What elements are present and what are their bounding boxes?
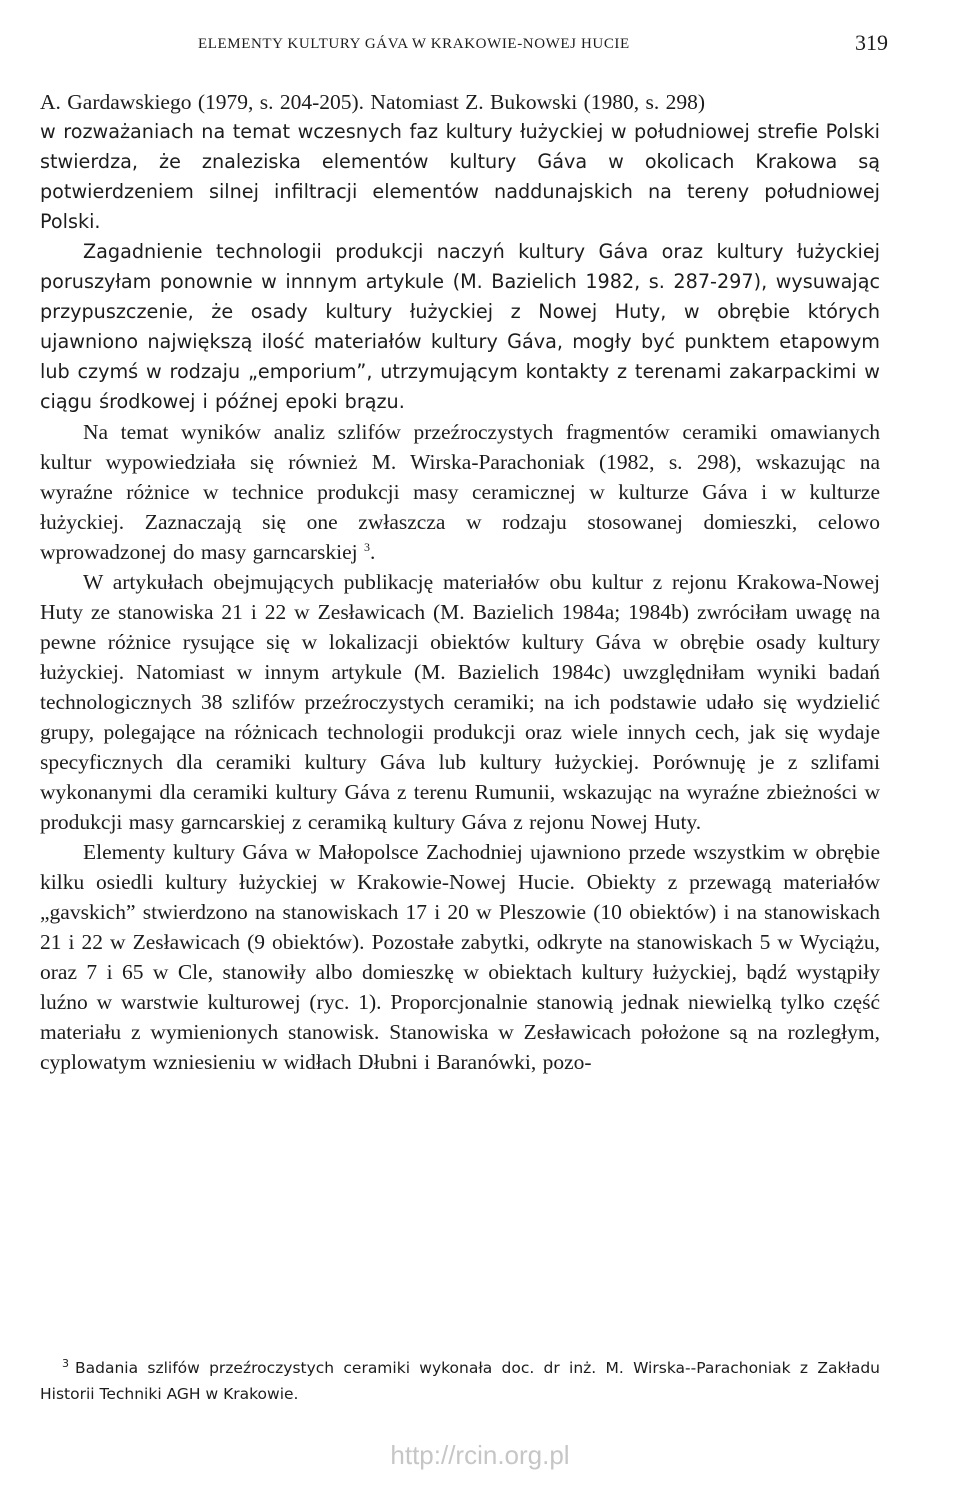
paragraph: W artykułach obejmujących publikację materiałów obu kultur z rejonu Krakowa-Nowej Huty ze stanowiska 21 i 22 w Zesławicach (M. Bazielich 1984a; 1984b) zwróciłam uwagę na pewne różnice rysujące się w lokalizacji obiektów kultury Gáva w obrębie osady kultury łużyckiej. Natomiast w innym artykule (M. Bazielich 1984c) uwzględniłam wyniki badań technologicznych 38 szlifów przeźroczystych ceramiki; na ich podstawie udało się wydzielić grupy, polegające na różnicach technologii produkcji oraz wiele innych cech, jak się wydaje specyficznych dla ceramiki kultury Gáva lub kultury łużyckiej. Porównuję je z szlifami wykonanymi dla ceramiki kultury Gáva z terenu Rumunii, wskazując na wyraźne zbieżności w produkcji masy garncarskiej z ceramiką kultury Gáva z rejonu Nowej Huty.: [40, 570, 880, 834]
paragraph: Zagadnienie technologii produkcji naczyń kultury Gáva oraz kultury łużyckiej poruszyłam ponownie w innnym artykule (M. Bazielich 1982, s. 287-297), wysuwając przypuszczenie, że osady kultury łużyckiej z Nowej Huty, w obrębie których ujawniono największą ilość materiałów kultury Gáva, mogły być punktem etapowym lub czymś w rodzaju „emporium”, utrzymującym kontakty z terenami zakarpackimi w ciągu środkowej i późnej epoki brązu.: [40, 240, 880, 413]
paragraph-continuation: A. Gardawskiego (1979, s. 204-205). Natomiast Z. Bukowski (1980, s. 298): [40, 90, 706, 114]
running-title: ELEMENTY KULTURY GÁVA W KRAKOWIE-NOWEJ HUCIE: [198, 36, 630, 52]
paragraph-text: Na temat wyników analiz szlifów przeźroczystych fragmentów ceramiki omawianych kultur wypowiedziała się również M. Wirska-Parachoniak (1982, s. 298), wskazując na wyraźne różnice w technice produkcji masy ceramicznej w kulturze Gáva i w kulturze łużyckiej. Zaznaczają się one zwłaszcza w rodzaju stosowanej domieszki, celowo wprowadzonej do masy garncarskiej: [40, 420, 880, 564]
paragraph: Na temat wyników analiz szlifów przeźroczystych fragmentów ceramiki omawianych kultur wypowiedziała się również M. Wirska-Parachoniak (1982, s. 298), wskazując na wyraźne różnice w technice produkcji masy ceramicznej w kulturze Gáva i w kulturze łużyckiej. Zaznaczają się one zwłaszcza w rodzaju stosowanej domieszki, celowo wprowadzonej do masy garncarskiej $^3$.: [40, 420, 880, 564]
footnote-text: Badania szlifów przeźroczystych ceramiki wykonała doc. dr inż. M. Wirska--Parachoniak z Zakładu Historii Techniki AGH w Krakowie.: [40, 1359, 880, 1403]
footnote: [40, 1355, 880, 1407]
footnote-reference[interactable]: 3: [364, 539, 371, 554]
page-number: 319: [855, 30, 888, 55]
footnote-marker: 3: [62, 1356, 69, 1370]
paragraph: Elementy kultury Gáva w Małopolsce Zachodniej ujawniono przede wszystkim w obrębie kilku osiedli kultury łużyckiej w Krakowie-Nowej Hucie. Obiekty z przewagą materiałów „gavskich” stwierdzono na stanowiskach 17 i 20 w Pleszowie (10 obiektów) i na stanowiskach 21 i 22 w Zesławicach (9 obiektów). Pozostałe zabytki, odkryte na stanowiskach 5 w Wyciążu, oraz 7 i 65 w Cle, stanowiły albo domieszkę w obiektach kultury łużyckiej, bądź wystąpiły luźno w warstwie kulturowej (ryc. 1). Proporcjonalnie stanowią jednak niewielką tylko część materiału z wymienionych stanowisk. Stanowiska w Zesławicach położone są na rozległym, cyplowatym wzniesieniu w widłach Dłubni i Baranówki, pozo-: [40, 840, 880, 1074]
watermark-url: http://rcin.org.pl: [390, 1440, 570, 1470]
main-text: [40, 87, 880, 1077]
paragraph: w rozważaniach na temat wczesnych faz kultury łużyckiej w południowej strefie Polski stwierdza, że znaleziska elementów kultury Gáva w okolicach Krakowa są potwierdzeniem silnej infiltracji elementów naddunajskich na tereny południowej Polski.: [40, 120, 880, 233]
running-header: [0, 30, 960, 60]
